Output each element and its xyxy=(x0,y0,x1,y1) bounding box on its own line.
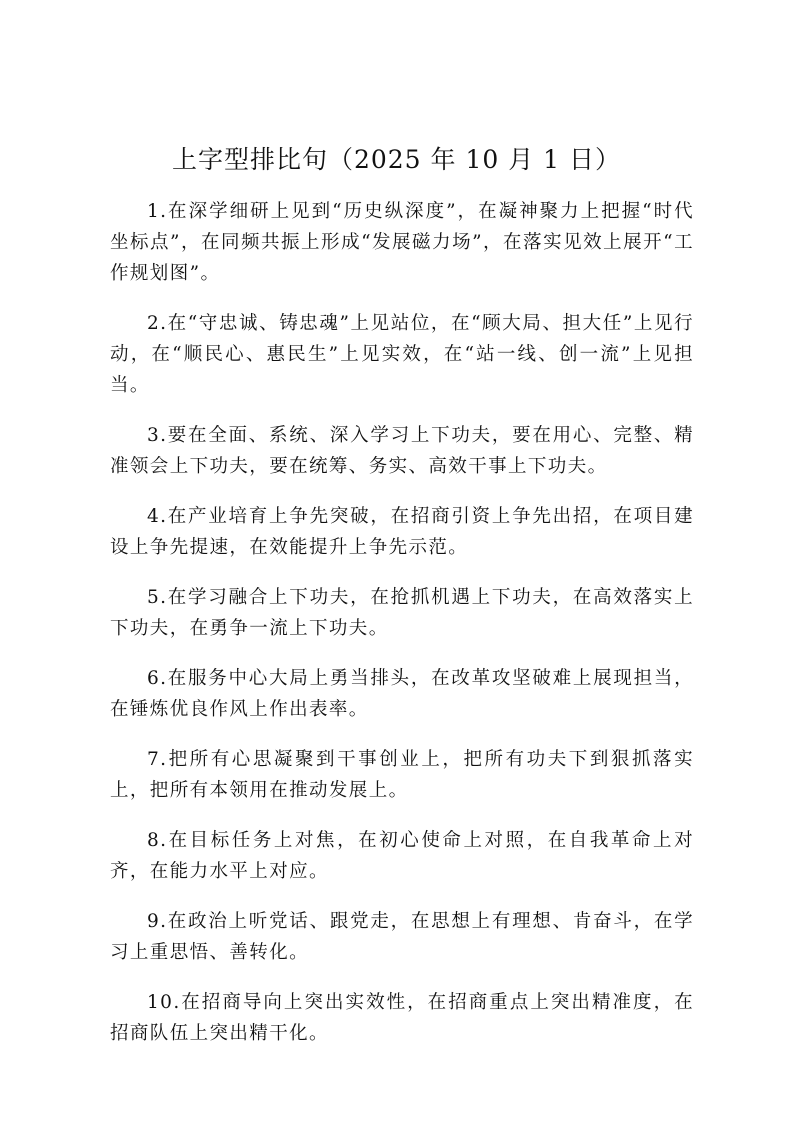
page-title: 上字型排比句（2025 年 10 月 1 日） xyxy=(171,145,622,174)
list-item-3: 3.要在全面、系统、深入学习上下功夫，要在用心、完整、精准领会上下功夫，要在统筹、务实、高效干事上下功夫。 xyxy=(110,425,694,477)
list-item-8: 8.在目标任务上对焦，在初心使命上对照，在自我革命上对齐，在能力水平上对应。 xyxy=(110,830,694,882)
list-item-6: 6.在服务中心大局上勇当排头，在改革攻坚破难上展现担当，在锤炼优良作风上作出表率。 xyxy=(110,668,694,720)
list-item-4: 4.在产业培育上争先突破，在招商引资上争先出招，在项目建设上争先提速，在效能提升上争先示范。 xyxy=(110,506,694,558)
list-item-7: 7.把所有心思凝聚到干事创业上，把所有功夫下到狠抓落实上，把所有本领用在推动发展上。 xyxy=(110,749,694,801)
list-item-5: 5.在学习融合上下功夫，在抢抓机遇上下功夫，在高效落实上下功夫，在勇争一流上下功夫。 xyxy=(110,587,694,639)
list-item-9: 9.在政治上听党话、跟党走，在思想上有理想、肯奋斗，在学习上重思悟、善转化。 xyxy=(110,911,694,963)
list-item-10: 10.在招商导向上突出实效性，在招商重点上突出精准度，在招商队伍上突出精干化。 xyxy=(110,992,694,1044)
list-item-2: 2.在“守忠诚、铸忠魂”上见站位，在“顾大局、担大任”上见行动，在“顺民心、惠民生”上见实效，在“站一线、创一流”上见担当。 xyxy=(110,313,694,396)
list-item-1: 1.在深学细研上见到“历史纵深度”，在凝神聚力上把握“时代坐标点”，在同频共振上形成“发展磁力场”，在落实见效上展开“工作规划图”。 xyxy=(110,201,694,284)
item-list xyxy=(110,196,694,1068)
